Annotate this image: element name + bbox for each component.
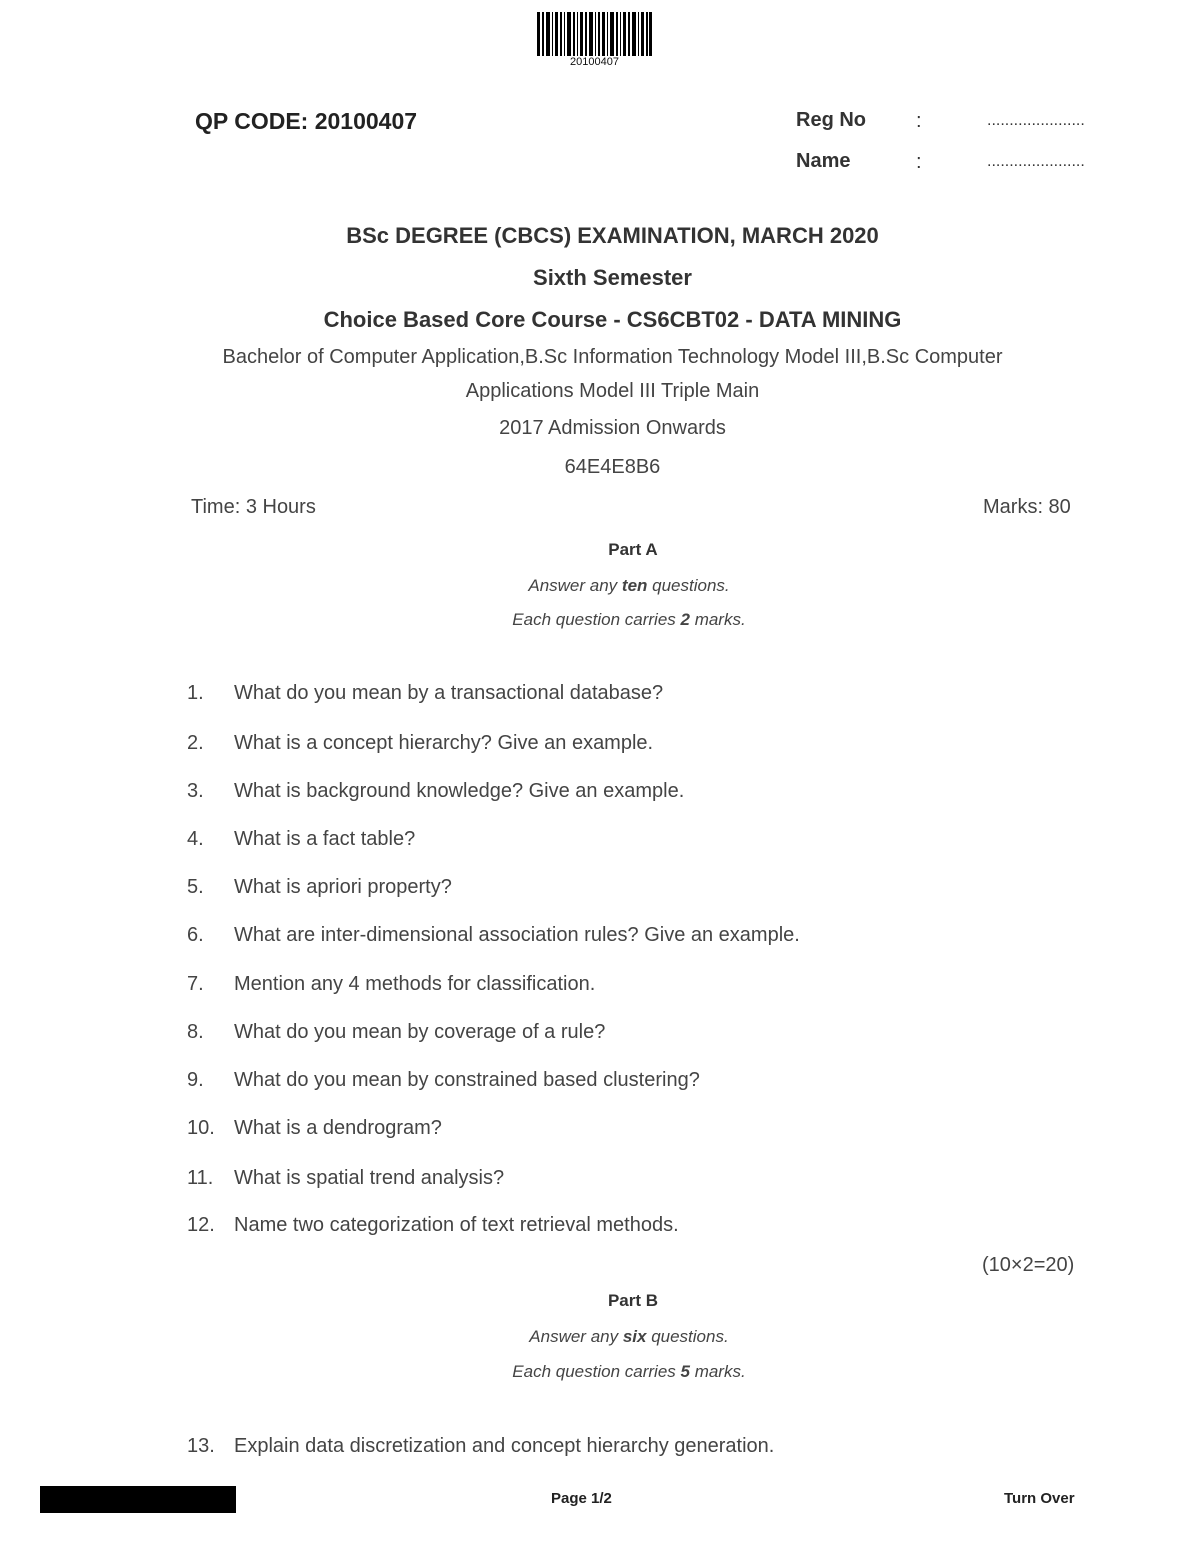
paper-code: 64E4E8B6 — [564, 456, 661, 478]
part-b-instruction-2: Each question carries 5 marks. — [512, 1362, 746, 1381]
question-number: 4. — [187, 828, 204, 850]
question-number: 10. — [187, 1117, 215, 1139]
page-number: Page 1/2 — [551, 1490, 612, 1507]
question-text: What do you mean by coverage of a rule? — [234, 1021, 606, 1043]
part-a-title: Part A — [608, 540, 658, 559]
question-number: 5. — [187, 876, 204, 898]
question-number: 2. — [187, 732, 204, 754]
question-number: 1. — [187, 682, 204, 704]
question-text: What is a dendrogram? — [234, 1117, 442, 1139]
question-text: What is apriori property? — [234, 876, 452, 898]
admission-line: 2017 Admission Onwards — [499, 417, 726, 439]
redaction-bar — [40, 1486, 236, 1513]
question-number: 6. — [187, 924, 204, 946]
turn-over-label: Turn Over — [1004, 1490, 1075, 1507]
course-title: Choice Based Core Course - CS6CBT02 - DATA MINING — [323, 307, 902, 332]
part-b-instruction-1: Answer any six questions. — [529, 1327, 729, 1346]
name-label: Name — [796, 150, 851, 172]
question-text: What do you mean by constrained based clustering? — [234, 1069, 700, 1091]
question-number: 11. — [187, 1167, 214, 1189]
barcode-number: 20100407 — [570, 56, 619, 68]
reg-no-blank: ...................... — [987, 112, 1085, 129]
question-number: 8. — [187, 1021, 204, 1043]
barcode-image — [537, 12, 652, 56]
question-text: Explain data discretization and concept hierarchy generation. — [234, 1435, 775, 1457]
reg-no-label: Reg No — [796, 109, 866, 131]
question-text: What is background knowledge? Give an example. — [234, 780, 685, 802]
question-text: What is spatial trend analysis? — [234, 1167, 505, 1189]
question-text: Mention any 4 methods for classification. — [234, 973, 596, 995]
part-a-instruction-1: Answer any ten questions. — [528, 576, 730, 595]
question-number: 7. — [187, 973, 204, 995]
question-text: Name two categorization of text retrieval methods. — [234, 1214, 679, 1236]
question-number: 12. — [187, 1214, 215, 1236]
question-text: What is a concept hierarchy? Give an example. — [234, 732, 654, 754]
qp-code: QP CODE: 20100407 — [195, 108, 418, 134]
question-number: 13. — [187, 1435, 215, 1457]
time-label: Time: 3 Hours — [191, 496, 316, 518]
reg-no-colon: : — [916, 110, 922, 132]
exam-title: BSc DEGREE (CBCS) EXAMINATION, MARCH 2020 — [346, 223, 879, 248]
part-a-instruction-2: Each question carries 2 marks. — [512, 610, 746, 629]
semester-title: Sixth Semester — [533, 265, 692, 290]
programme-line-2: Applications Model III Triple Main — [465, 380, 760, 402]
name-colon: : — [916, 151, 922, 173]
programme-line-1: Bachelor of Computer Application,B.Sc Information Technology Model III,B.Sc Computer — [222, 346, 1003, 368]
question-text: What is a fact table? — [234, 828, 416, 850]
question-number: 3. — [187, 780, 204, 802]
question-number: 9. — [187, 1069, 204, 1091]
part-a-total-marks: (10×2=20) — [982, 1254, 1075, 1276]
part-b-title: Part B — [607, 1291, 659, 1310]
question-text: What do you mean by a transactional database? — [234, 682, 664, 704]
name-blank: ...................... — [987, 153, 1085, 170]
question-text: What are inter-dimensional association rules? Give an example. — [234, 924, 800, 946]
marks-label: Marks: 80 — [983, 496, 1071, 518]
